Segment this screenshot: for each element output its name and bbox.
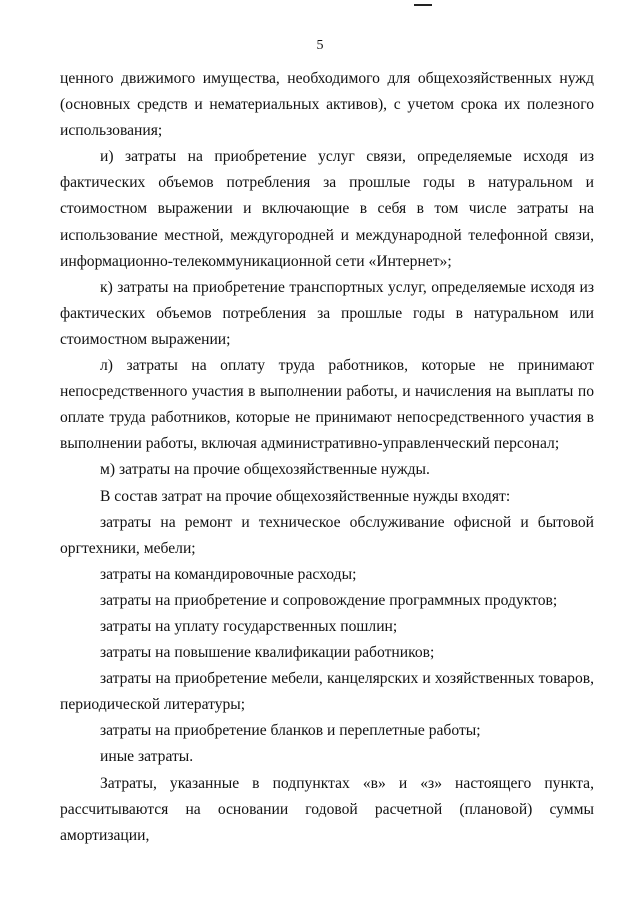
list-item-training: затраты на повышение квалификации работников; — [100, 644, 435, 662]
list-item-duties: затраты на уплату государственных пошлин; — [100, 617, 398, 635]
list-item-forms: затраты на приобретение бланков и переплетные работы; — [100, 722, 481, 740]
paragraph-item-i: и) затраты на приобретение услуг связи, определяемые исходя из фактических объемов потребления за прошлые годы в натуральном и стоимостном выражении и включающие в себя в том числе затраты на использование местной, междугородней и международной телефонной связи, информационно-телекоммуникационной сети «Интернет»; — [60, 148, 594, 270]
paragraph-amortization: Затраты, указанные в подпунктах «в» и «з» настоящего пункта, рассчитываются на основании годовой расчетной (плановой) суммы амортизации, — [60, 774, 594, 844]
paragraph-item-k: к) затраты на приобретение транспортных услуг, определяемые исходя из фактических объемов потребления за прошлые годы в натуральном или стоимостном выражении; — [60, 278, 594, 348]
paragraph-item-m: м) затраты на прочие общехозяйственные нужды. — [100, 461, 430, 479]
list-item-furniture: затраты на приобретение мебели, канцелярских и хозяйственных товаров, периодической литературы; — [60, 670, 594, 714]
list-item-software: затраты на приобретение и сопровождение программных продуктов; — [100, 591, 558, 609]
paragraph-item-l: л) затраты на оплату труда работников, которые не принимают непосредственного участия в выполнении работы, и начисления на выплаты по оплате труда работников, которые не принимают непосредственного участия в выполнении работы, включая административно-управленческий персонал; — [60, 357, 594, 453]
list-item-travel: затраты на командировочные расходы; — [100, 565, 357, 583]
document-body — [60, 66, 594, 849]
paragraph-list-intro: В состав затрат на прочие общехозяйственные нужды входят: — [100, 487, 511, 505]
list-item-other: иные затраты. — [100, 748, 194, 766]
page-number: 5 — [316, 38, 324, 53]
list-item-repair: затраты на ремонт и техническое обслуживание офисной и бытовой оргтехники, мебели; — [60, 513, 594, 557]
scan-mark — [414, 4, 432, 6]
paragraph-continuation: ценного движимого имущества, необходимого для общехозяйственных нужд (основных средств и нематериальных активов), с учетом срока их полезного использования; — [60, 70, 594, 140]
